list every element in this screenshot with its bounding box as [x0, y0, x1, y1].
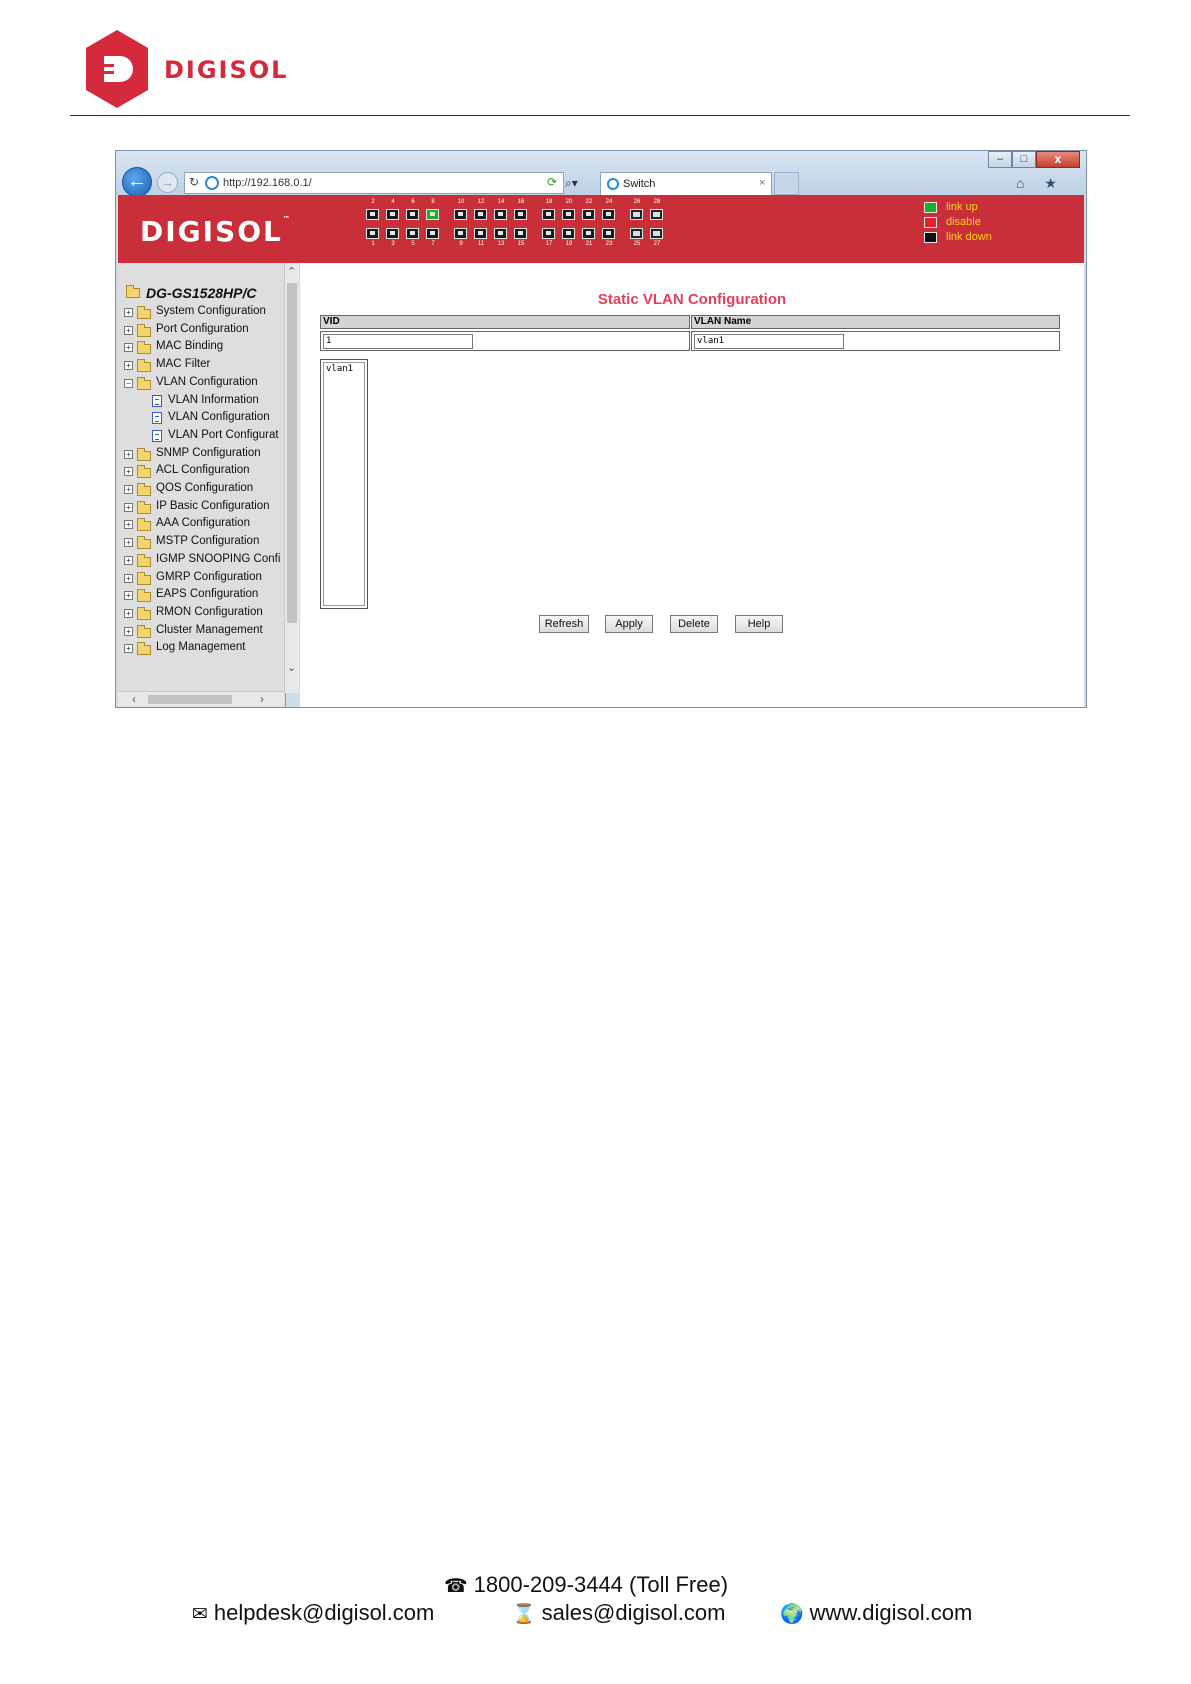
port-icon[interactable] — [542, 209, 555, 220]
folder-icon — [137, 327, 151, 337]
port-icon[interactable] — [494, 209, 507, 220]
footer-helpdesk — [192, 1600, 434, 1626]
footer-website — [780, 1600, 972, 1626]
tree-item-label: IGMP SNOOPING Confi — [156, 552, 281, 565]
vlan-list-item[interactable]: vlan1 — [323, 362, 365, 606]
folder-icon — [137, 344, 151, 354]
expand-icon[interactable]: + — [124, 308, 133, 317]
brand-name: DIGISOL — [164, 56, 289, 84]
port-number: 2 — [371, 199, 375, 205]
port-number: 24 — [605, 199, 613, 205]
folder-icon — [137, 521, 151, 531]
port-number: 16 — [517, 199, 525, 205]
port-number: 25 — [633, 241, 641, 247]
folder-icon — [137, 362, 151, 372]
port-number: 22 — [585, 199, 593, 205]
header-divider — [70, 115, 1130, 116]
folder-open-icon — [126, 288, 140, 298]
forward-arrow-icon[interactable]: → — [157, 172, 178, 193]
folder-icon — [137, 486, 151, 496]
ie-logo-icon — [205, 176, 219, 190]
expand-icon[interactable]: + — [124, 485, 133, 494]
port-icon[interactable] — [366, 209, 379, 220]
collapse-icon[interactable]: − — [124, 379, 133, 388]
port-icon[interactable] — [562, 209, 575, 220]
helpdesk-email[interactable]: helpdesk@digisol.com — [213, 1600, 435, 1625]
folder-icon — [137, 628, 151, 638]
trademark: ™ — [282, 215, 292, 223]
port-number: 11 — [477, 241, 485, 247]
port-icon[interactable] — [562, 228, 575, 239]
scroll-thumb[interactable] — [287, 283, 297, 623]
reload-icon[interactable]: ↻ — [189, 175, 200, 189]
compat-view-icon[interactable]: ⟳ — [547, 175, 558, 189]
port-icon[interactable] — [542, 228, 555, 239]
home-favorites-settings-icons[interactable]: ⌂ ★ — [1016, 175, 1065, 191]
port-number: 19 — [565, 241, 573, 247]
port-icon[interactable] — [386, 228, 399, 239]
expand-icon[interactable]: + — [124, 644, 133, 653]
port-icon[interactable] — [406, 228, 419, 239]
tree-item-label: System Configuration — [156, 305, 266, 317]
folder-icon — [137, 557, 151, 567]
expand-icon[interactable]: + — [124, 591, 133, 600]
expand-icon[interactable]: + — [124, 556, 133, 565]
port-icon[interactable] — [406, 209, 419, 220]
port-icon[interactable] — [630, 209, 643, 220]
port-icon[interactable] — [602, 209, 615, 220]
disable-icon — [924, 217, 937, 228]
window-controls — [988, 151, 1080, 169]
apply-button[interactable]: Apply — [605, 615, 653, 633]
port-number: 28 — [653, 199, 661, 205]
document-header — [70, 26, 1130, 116]
tree-item-label: MAC Binding — [156, 340, 224, 353]
page-icon — [152, 395, 162, 407]
tab-ie-icon — [607, 178, 619, 190]
vid-column-header: VID — [320, 315, 690, 329]
port-number: 23 — [605, 241, 613, 247]
mail-icon: ✉ — [192, 1604, 208, 1625]
address-url[interactable]: http://192.168.0.1/ — [223, 177, 312, 189]
phone-number: 1800-209-3444 (Toll Free) — [473, 1572, 729, 1597]
expand-icon[interactable]: + — [124, 467, 133, 476]
tree-item-label: Log Management — [156, 641, 246, 654]
tree-item-label: Port Configuration — [156, 322, 249, 335]
legend-label: link down — [946, 231, 992, 243]
close-window-button[interactable]: x — [1036, 151, 1080, 168]
maximize-button[interactable]: □ — [1012, 151, 1036, 168]
tree-item-label: IP Basic Configuration — [156, 499, 270, 512]
switch-banner — [118, 195, 1084, 263]
back-arrow-icon[interactable]: ← — [122, 167, 152, 197]
expand-icon[interactable]: + — [124, 503, 133, 512]
port-icon[interactable] — [514, 228, 527, 239]
footer-sales — [512, 1600, 725, 1626]
content-pane — [300, 263, 1084, 707]
port-number: 18 — [545, 199, 553, 205]
tab-title: Switch — [623, 178, 656, 190]
port-icon[interactable] — [426, 209, 439, 220]
scroll-thumb[interactable] — [148, 695, 232, 704]
vid-cell — [320, 331, 690, 351]
tree-item-label: VLAN Information — [168, 393, 259, 406]
port-icon[interactable] — [630, 228, 643, 239]
vlan-name-input[interactable]: vlan1 — [694, 334, 844, 349]
tree-item-label: SNMP Configuration — [156, 446, 261, 459]
browser-tab[interactable] — [600, 172, 772, 195]
expand-icon[interactable]: + — [124, 361, 133, 370]
port-number: 10 — [457, 199, 465, 205]
new-tab-button[interactable] — [774, 172, 799, 195]
port-number: 20 — [565, 199, 573, 205]
tree-vertical-scrollbar[interactable] — [284, 263, 299, 693]
port-number: 12 — [477, 199, 485, 205]
page-title: Static VLAN Configuration — [597, 291, 787, 308]
folder-icon — [137, 309, 151, 319]
expand-icon[interactable]: + — [124, 450, 133, 459]
port-icon[interactable] — [366, 228, 379, 239]
tree-item-label: EAPS Configuration — [156, 588, 259, 601]
port-number: 7 — [431, 241, 435, 247]
browser-window — [115, 150, 1087, 708]
port-number: 5 — [411, 241, 415, 247]
tree-item-label: VLAN Configuration — [168, 411, 270, 424]
folder-icon — [137, 504, 151, 514]
expand-icon[interactable]: + — [124, 326, 133, 335]
navigation-tree — [118, 263, 286, 707]
port-icon[interactable] — [454, 209, 467, 220]
port-icon[interactable] — [454, 228, 467, 239]
port-number: 21 — [585, 241, 593, 247]
port-number: 27 — [653, 241, 661, 247]
link-up-icon — [924, 202, 937, 213]
tree-item-label: ACL Configuration — [156, 464, 250, 477]
tree-item-label: VLAN Port Configurat — [168, 428, 279, 441]
vlan-name-column-header: VLAN Name — [691, 315, 1060, 329]
port-number: 1 — [371, 241, 375, 247]
help-button[interactable]: Help — [735, 615, 783, 633]
tree-item-label: Cluster Management — [156, 623, 263, 636]
expand-icon[interactable]: + — [124, 574, 133, 583]
vlan-name-cell — [691, 331, 1060, 351]
sales-email[interactable]: sales@digisol.com — [541, 1600, 726, 1625]
port-panel — [366, 199, 686, 259]
folder-icon — [137, 575, 151, 585]
device-model: DG-GS1528HP/C — [146, 285, 257, 301]
page-icon — [152, 430, 162, 442]
folder-icon — [137, 539, 151, 549]
scroll-up-icon[interactable]: ⌃ — [287, 266, 297, 278]
vlan-listbox[interactable] — [320, 359, 368, 609]
expand-icon[interactable]: + — [124, 609, 133, 618]
page-icon — [152, 412, 162, 424]
folder-icon — [137, 592, 151, 602]
refresh-button[interactable]: Refresh — [539, 615, 589, 633]
port-icon[interactable] — [474, 228, 487, 239]
link-down-icon — [924, 232, 937, 243]
expand-icon[interactable]: + — [124, 538, 133, 547]
tree-horizontal-scrollbar[interactable] — [118, 691, 284, 706]
folder-icon — [137, 610, 151, 620]
tree-item-label: RMON Configuration — [156, 605, 263, 618]
folder-icon — [137, 380, 151, 390]
scroll-right-icon[interactable]: › — [260, 692, 264, 706]
website-link[interactable]: www.digisol.com — [809, 1600, 973, 1625]
port-icon[interactable] — [474, 209, 487, 220]
vid-input[interactable]: 1 — [323, 334, 473, 349]
port-number: 9 — [459, 241, 463, 247]
tree-item-label: AAA Configuration — [156, 517, 250, 530]
port-icon[interactable] — [650, 209, 663, 220]
port-number: 14 — [497, 199, 505, 205]
search-icon[interactable]: ⌕▾ — [565, 176, 578, 190]
legend-label: link up — [946, 201, 978, 213]
banner-logo — [140, 215, 292, 248]
phone-icon: ☎ — [444, 1576, 468, 1597]
tree-item-label: MSTP Configuration — [156, 535, 260, 548]
port-icon[interactable] — [602, 228, 615, 239]
port-number: 17 — [545, 241, 553, 247]
digisol-logo-icon — [82, 28, 152, 110]
expand-icon[interactable]: + — [124, 343, 133, 352]
globe-icon: 🌍 — [780, 1604, 804, 1625]
port-icon[interactable] — [386, 209, 399, 220]
hourglass-icon: ⌛ — [512, 1604, 536, 1625]
port-icon[interactable] — [650, 228, 663, 239]
delete-button[interactable]: Delete — [670, 615, 718, 633]
port-icon[interactable] — [582, 228, 595, 239]
tree-item-label: MAC Filter — [156, 358, 211, 371]
tree-item-label: QOS Configuration — [156, 482, 254, 494]
folder-icon — [137, 645, 151, 655]
port-number: 15 — [517, 241, 525, 247]
scroll-left-icon[interactable]: ‹ — [132, 692, 136, 706]
port-number: 4 — [391, 199, 395, 205]
port-icon[interactable] — [494, 228, 507, 239]
legend-label: disable — [946, 216, 981, 228]
folder-icon — [137, 468, 151, 478]
minimize-button[interactable]: – — [988, 151, 1012, 168]
address-bar[interactable] — [184, 172, 578, 194]
folder-icon — [137, 451, 151, 461]
port-icon[interactable] — [514, 209, 527, 220]
footer-phone — [444, 1572, 728, 1598]
tab-close-icon[interactable]: × — [759, 177, 766, 189]
port-icon[interactable] — [426, 228, 439, 239]
port-number: 26 — [633, 199, 641, 205]
port-number: 3 — [391, 241, 395, 247]
scroll-down-icon[interactable]: ⌄ — [287, 662, 297, 674]
tree-item-label: GMRP Configuration — [156, 570, 262, 583]
port-number: 6 — [411, 199, 415, 205]
tree-item-label: VLAN Configuration — [156, 375, 258, 388]
banner-brand: DIGISOL — [140, 215, 283, 248]
port-number: 8 — [431, 199, 435, 205]
port-number: 13 — [497, 241, 505, 247]
expand-icon[interactable]: + — [124, 627, 133, 636]
port-icon[interactable] — [582, 209, 595, 220]
expand-icon[interactable]: + — [124, 520, 133, 529]
browser-toolbar — [116, 151, 1086, 195]
